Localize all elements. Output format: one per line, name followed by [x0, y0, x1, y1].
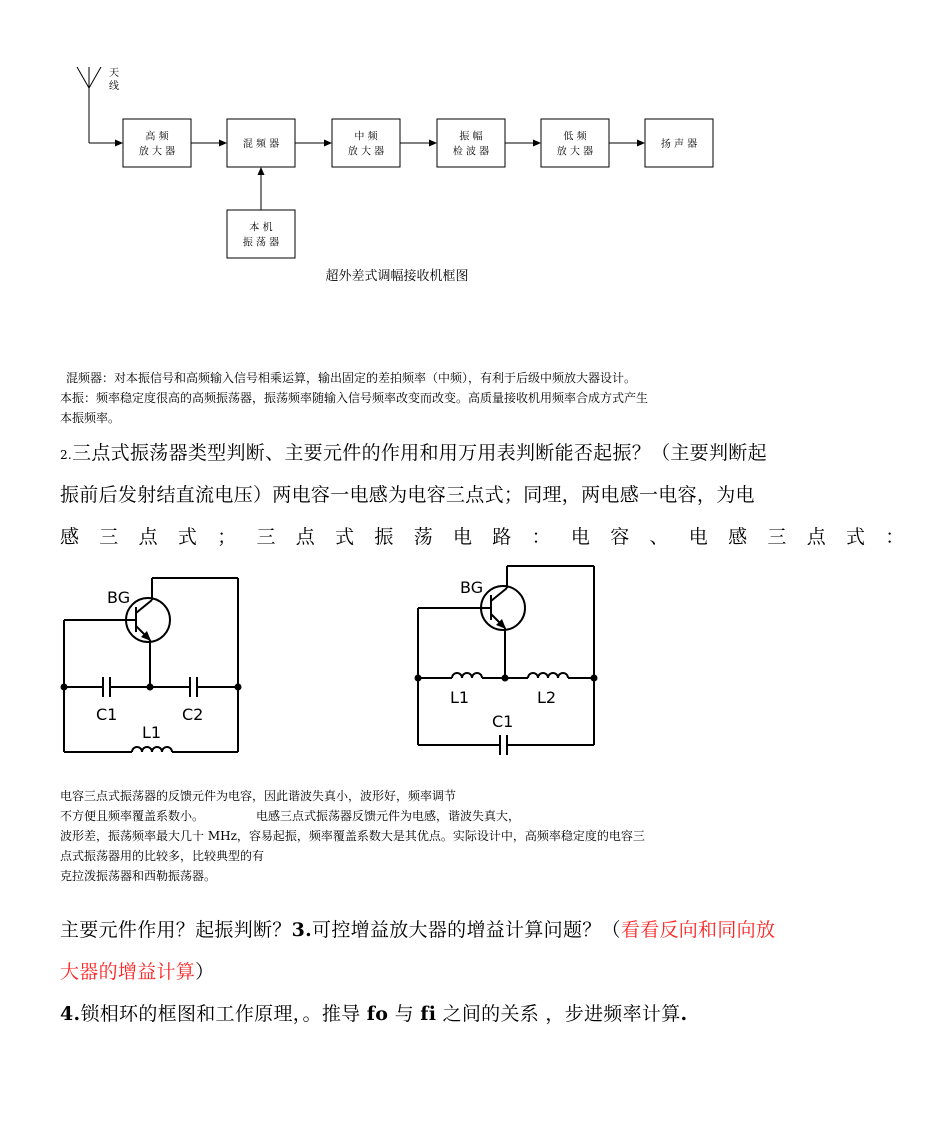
block-label-mixer-0: 混 频 器	[242, 139, 280, 150]
diagram-caption: 超外差式调幅接收机框图	[325, 269, 469, 284]
section4-number: 4.	[60, 1003, 81, 1025]
para2-line2	[60, 806, 760, 826]
para2-line4: 点式振荡器用的比较多，比较典型的有	[60, 849, 265, 863]
capacitor-three-point-circuit	[40, 560, 260, 770]
block-label-lf-amp-0: 低 频	[563, 131, 587, 143]
block-lf-amp	[541, 119, 609, 167]
mixer-description	[60, 368, 750, 388]
block-label-if-amp-1: 放 大 器	[347, 146, 385, 158]
para2-line2a: 不方便且频率覆盖系数小。	[60, 809, 205, 823]
block-label-lo-1: 振 荡 器	[242, 237, 280, 249]
receiver-block-diagram	[0, 0, 794, 300]
section4-fo: fo	[366, 1003, 389, 1025]
section4-fi: fi	[420, 1003, 437, 1025]
c1-label: C1	[96, 705, 118, 724]
section4-end: .	[680, 1003, 688, 1025]
block-label-rf-amp-0: 高 频	[145, 131, 169, 143]
l1-label: L1	[450, 688, 470, 707]
section3-red-text-2: 大器的增益计算	[60, 961, 196, 983]
section3-line2	[60, 953, 750, 992]
block-label-rf-amp-1: 放 大 器	[138, 146, 176, 158]
block-local-oscillator	[227, 210, 295, 258]
para2-line5: 克拉泼振荡器和西勒振荡器。	[60, 869, 217, 883]
inductor-three-point-circuit	[400, 560, 610, 760]
block-label-if-amp-0: 中 频	[354, 131, 378, 143]
lo-description-line2: 本振频率。	[60, 411, 121, 425]
bg-label: BG	[460, 578, 484, 597]
l1-coil	[452, 673, 482, 678]
section2-line2: 振前后发射结直流电压）两电容一电感为电容三点式；同理，两电感一电容，为电	[60, 484, 755, 506]
block-label-speaker-0: 扬 声 器	[660, 139, 698, 150]
bg-label: BG	[107, 588, 131, 607]
block-rf-amp	[123, 119, 191, 167]
para2-line3: 波形差，振荡频率最大几十 MHz，容易起振，频率覆盖系数大是其优点。实际设计中，高频率稳定度的电容三	[60, 829, 645, 843]
section3-line1	[60, 911, 776, 950]
antenna-right-arm	[89, 67, 101, 88]
section4-text-b: 与	[388, 1003, 421, 1025]
block-if-amp	[332, 119, 400, 167]
l1-coil	[132, 747, 172, 752]
block-label-lf-amp-1: 放 大 器	[556, 146, 594, 158]
antenna-left-arm	[77, 67, 89, 88]
section3-text: 可控增益放大器的增益计算问题？（	[312, 919, 621, 941]
section4-text-a: 锁相环的框图和工作原理，。推导	[80, 1003, 367, 1025]
section2-number: 2.	[60, 448, 73, 462]
section2-line1	[60, 434, 767, 475]
section3-close: ）	[195, 961, 215, 983]
block-label-detector-0: 振 幅	[459, 131, 483, 143]
section3-prefix: 主要元件作用？起振判断？	[60, 919, 292, 941]
lo-description-line1: 本振：频率稳定度很高的高频振荡器，振荡频率随输入信号频率改变而改变。高质量接收机用频率合成方式产生	[60, 391, 649, 405]
section3-red-text-1: 看看反向和同向放	[620, 919, 776, 941]
section2-line1-text: 三点式振荡器类型判断、主要元件的作用和用万用表判断能否起振？（主要判断起	[72, 442, 767, 464]
c2-label: C2	[182, 705, 204, 724]
l2-coil	[528, 673, 568, 678]
section3-number: 3.	[291, 919, 313, 941]
block-label-detector-1: 检 波 器	[452, 146, 490, 158]
section4-line	[60, 995, 750, 1034]
l1-label: L1	[142, 723, 162, 742]
antenna-label-2: 线	[109, 81, 119, 92]
para2-line1: 电容三点式振荡器的反馈元件为电容，因此谐波失真小，波形好，频率调节	[60, 789, 457, 803]
block-label-lo-0: 本 机	[249, 222, 273, 234]
antenna-label-1: 天	[109, 68, 119, 79]
c1-label: C1	[492, 712, 514, 731]
l2-label: L2	[537, 688, 557, 707]
mixer-desc-text: 混频器：对本振信号和高频输入信号相乘运算，输出固定的差拍频率（中频），有利于后级中频放大器设计。	[66, 371, 637, 385]
para2-line2b: 电感三点式振荡器反馈元件为电感，谐波失真大，	[256, 809, 521, 823]
section2-line3: 感三点式；三点式振荡电路：电容、电感三点式：	[60, 526, 925, 548]
section4-text-c: 之间的关系 ，步进频率计算	[436, 1003, 681, 1025]
block-detector	[437, 119, 505, 167]
